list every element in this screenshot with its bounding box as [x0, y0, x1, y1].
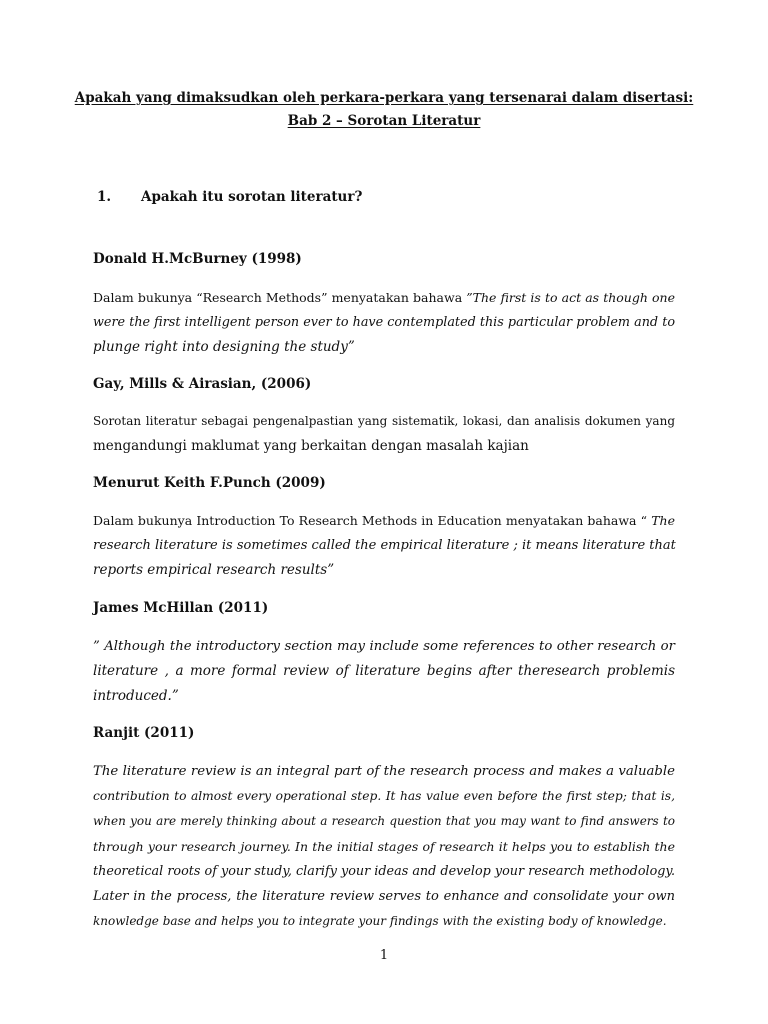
paragraph-line: [93, 285, 675, 310]
line-quote: literature , a more formal review of literature begins after theresearch problemis: [93, 663, 675, 679]
document-subtitle: Bab 2 – Sorotan Literatur: [287, 113, 481, 129]
author-heading: Donald H.McBurney (1998): [93, 251, 302, 267]
line-text: Dalam bukunya Introduction To Research Methods in Education menyatakan bahawa “: [93, 513, 652, 528]
line-text: mengandungi maklumat yang berkaitan dengan masalah kajian: [93, 438, 529, 454]
paragraph-line: [93, 834, 675, 859]
line-quote: The literature review is an integral part of the research process and makes a valuable: [93, 764, 675, 779]
line-quote: when you are merely thinking about a research question that you may want to find answers to: [93, 814, 675, 828]
paragraph-line: [93, 684, 675, 709]
author-heading: Menurut Keith F.Punch (2009): [93, 475, 326, 491]
citation-paragraph: [93, 409, 675, 459]
author-heading: Gay, Mills & Airasian, (2006): [93, 376, 312, 392]
page-number: 1: [379, 948, 389, 963]
citation-paragraph: [93, 634, 675, 709]
line-text: Sorotan literatur sebagai pengenalpastian yang sistematik, lokasi, dan analisis dokumen yang: [93, 414, 675, 428]
line-quote: theoretical roots of your study, clarify your ideas and develop your research methodology.: [93, 864, 675, 879]
paragraph-line: [93, 809, 675, 834]
line-quote: through your research journey. In the initial stages of research it helps you to establish the: [93, 839, 675, 854]
citation-paragraph: [93, 759, 675, 934]
paragraph-line: [93, 759, 675, 784]
paragraph-line: [93, 634, 675, 659]
document-title: Apakah yang dimaksudkan oleh perkara-perkara yang tersenarai dalam disertasi:: [74, 90, 694, 106]
line-quote: plunge right into designing the study”: [93, 339, 355, 355]
paragraph-line: [93, 409, 675, 434]
line-quote: The: [651, 513, 675, 528]
citation-paragraph: [93, 285, 675, 360]
paragraph-line: [93, 508, 675, 533]
section-number: 1.: [97, 189, 112, 205]
paragraph-line: [93, 558, 675, 583]
line-quote: knowledge base and helps you to integrate your findings with the existing body of knowledge.: [93, 914, 667, 928]
paragraph-line: [93, 859, 675, 884]
paragraph-line: [93, 784, 675, 809]
author-heading: Ranjit (2011): [93, 725, 195, 741]
line-quote: Later in the process, the literature review serves to enhance and consolidate your own: [93, 889, 675, 904]
paragraph-line: [93, 310, 675, 335]
paragraph-line: [93, 434, 675, 459]
line-quote: reports empirical research results”: [93, 562, 335, 578]
citation-paragraph: [93, 508, 675, 583]
line-text: Dalam bukunya “Research Methods” menyatakan bahawa: [93, 290, 467, 305]
paragraph-line: [93, 533, 675, 558]
line-quote: contribution to almost every operational step. It has value even before the first step; that is,: [93, 789, 675, 803]
paragraph-line: [93, 909, 675, 934]
paragraph-line: [93, 884, 675, 909]
paragraph-line: [93, 335, 675, 360]
paragraph-line: [93, 659, 675, 684]
author-heading: James McHillan (2011): [93, 600, 269, 616]
line-quote: introduced.”: [93, 688, 179, 704]
line-quote: ”The first is to act as though one: [466, 290, 675, 305]
line-quote: were the first intelligent person ever to have contemplated this particular problem and to: [93, 315, 675, 330]
line-quote: research literature is sometimes called the empirical literature ; it means literature that: [93, 538, 676, 553]
line-quote: ” Although the introductory section may include some references to other research or: [93, 639, 675, 654]
section-heading: Apakah itu sorotan literatur?: [141, 189, 363, 205]
